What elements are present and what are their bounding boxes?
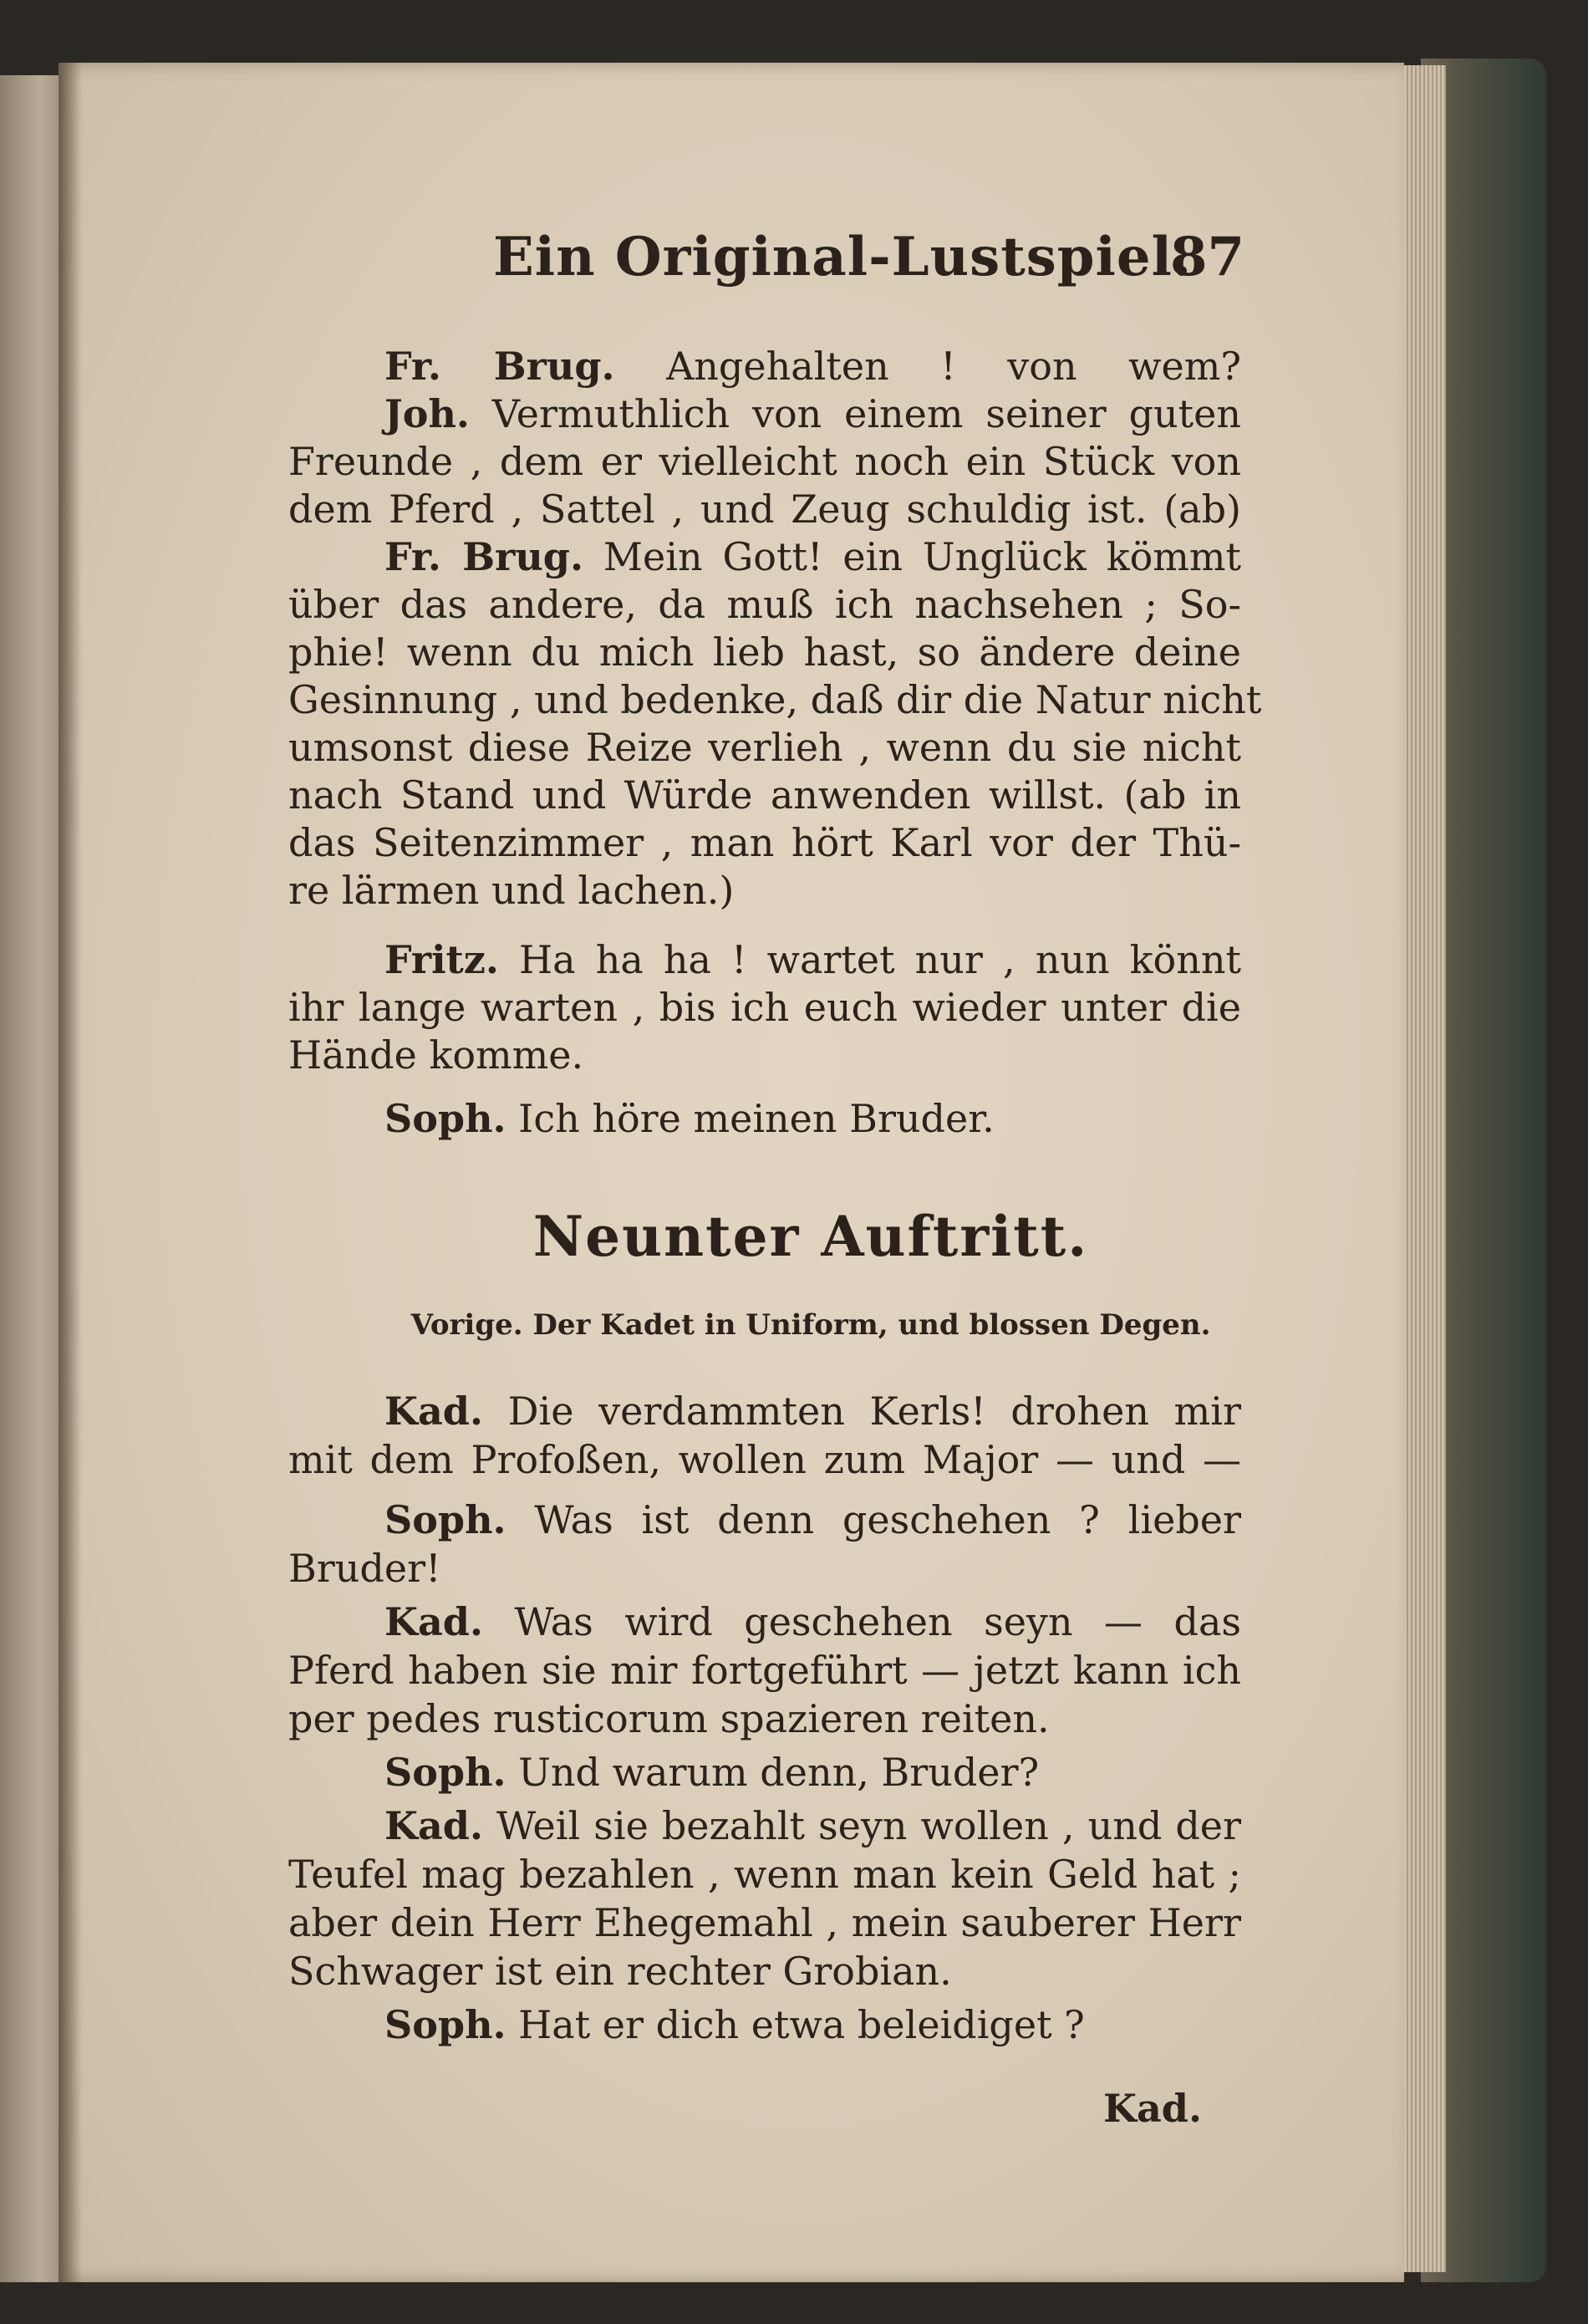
text-line: ihr lange warten , bis ich euch wieder unter die bbox=[288, 985, 1241, 1030]
text-line: aber dein Herr Ehegemahl , mein sauberer Herr bbox=[288, 1900, 1241, 1945]
text-line: Kad. Was wird geschehen seyn — das bbox=[384, 1599, 1241, 1644]
text-line: Pferd haben sie mir fortgeführt — jetzt kann ich bbox=[288, 1648, 1241, 1693]
text-line: Fritz. Ha ha ha ! wartet nur , nun könnt bbox=[384, 937, 1241, 982]
text-line: nach Stand und Würde anwenden willst. (ab in bbox=[288, 772, 1241, 818]
text-line: Bruder! bbox=[288, 1546, 441, 1591]
text-line: Soph. Hat er dich etwa beleidiget ? bbox=[384, 2002, 1085, 2047]
text-line: umsonst diese Reize verlieh , wenn du sie nicht bbox=[288, 725, 1241, 770]
text-line: Hände komme. bbox=[288, 1032, 584, 1078]
text-line: über das andere, da muß ich nachsehen ; So- bbox=[288, 582, 1241, 627]
text-line: Schwager ist ein rechter Grobian. bbox=[288, 1949, 952, 1994]
scene-heading: Neunter Auftritt. bbox=[532, 1204, 1089, 1269]
text-line: phie! wenn du mich lieb hast, so ändere deine bbox=[288, 629, 1241, 675]
text-line: Soph. Und warum denn, Bruder? bbox=[384, 1750, 1040, 1795]
scene-persons: Vorige. Der Kadet in Uniform, und blossen Degen. bbox=[410, 1308, 1211, 1342]
text-line: mit dem Profoßen, wollen zum Major — und — bbox=[288, 1437, 1241, 1482]
text-line: Teufel mag bezahlen , wenn man kein Geld hat ; bbox=[288, 1852, 1241, 1897]
text-line: per pedes rusticorum spazieren reiten. bbox=[288, 1696, 1050, 1741]
text-line: dem Pferd , Sattel , und Zeug schuldig ist. (ab) bbox=[288, 487, 1241, 532]
text-line: Fr. Brug. Angehalten ! von wem? bbox=[384, 344, 1241, 389]
text-line: Joh. Vermuthlich von einem seiner guten bbox=[384, 391, 1241, 436]
page-gutter bbox=[59, 63, 82, 2282]
catchword: Kad. bbox=[1103, 2086, 1202, 2131]
text-line: Fr. Brug. Mein Gott! ein Unglück kömmt bbox=[384, 534, 1241, 579]
text-line: Kad. Weil sie bezahlt seyn wollen , und der bbox=[384, 1803, 1241, 1848]
text-line: Kad. Die verdammten Kerls! drohen mir bbox=[384, 1389, 1241, 1434]
page-number: 87 bbox=[1170, 226, 1245, 288]
text-line: re lärmen und lachen.) bbox=[288, 868, 735, 913]
text-line: Soph. Was ist denn geschehen ? lieber bbox=[384, 1497, 1241, 1542]
text-line: Soph. Ich höre meinen Bruder. bbox=[384, 1096, 995, 1141]
running-head: Ein Original-Lustspiel. bbox=[493, 226, 1193, 288]
text-line: Gesinnung , und bedenke, daß dir die Natur nicht bbox=[288, 677, 1262, 722]
text-line: Freunde , dem er vielleicht noch ein Stück von bbox=[288, 439, 1241, 484]
left-page-edge bbox=[0, 75, 67, 2282]
text-line: das Seitenzimmer , man hört Karl vor der Thü- bbox=[288, 820, 1241, 865]
